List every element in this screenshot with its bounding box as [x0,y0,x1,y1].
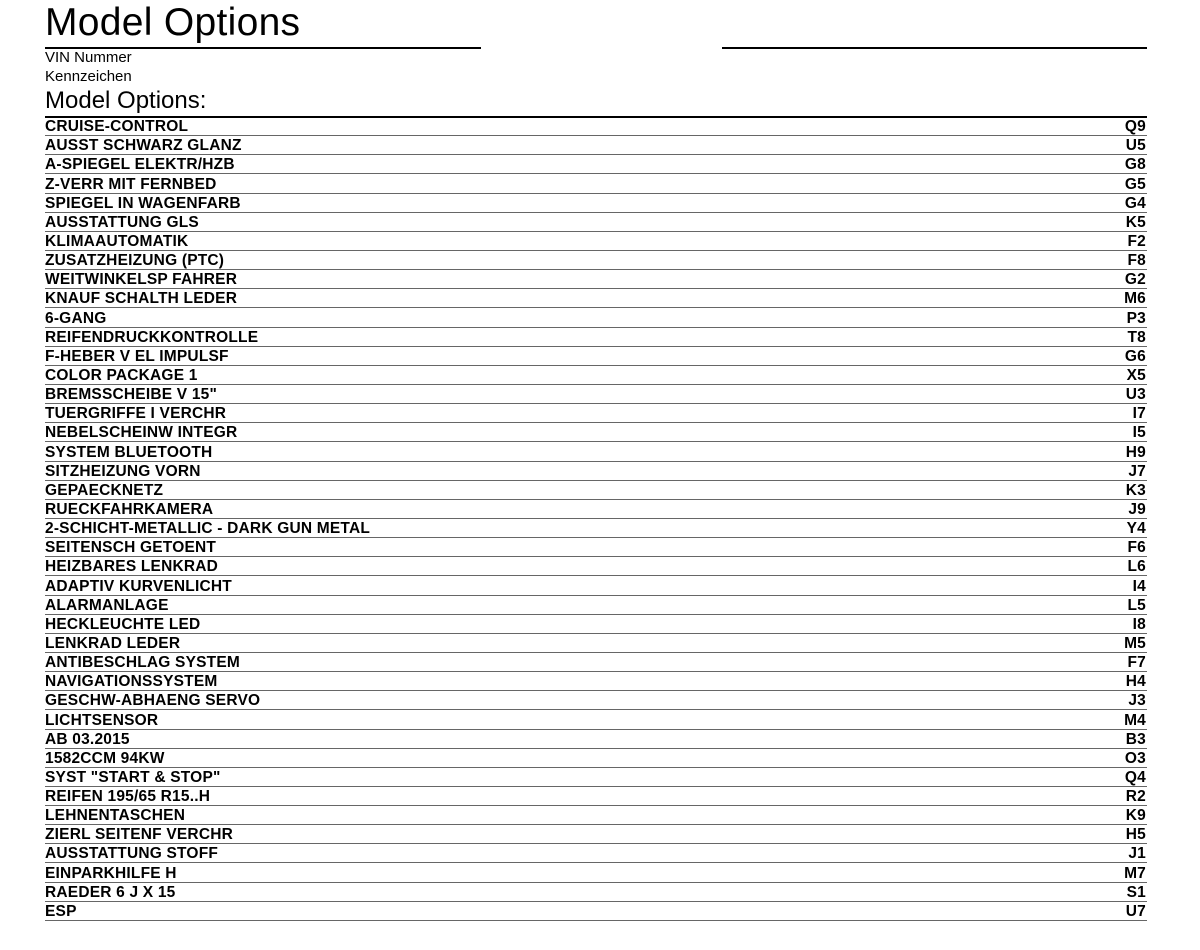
option-code: G5 [1124,175,1146,193]
option-row [45,117,1147,136]
option-row [45,730,1147,749]
option-name: LENKRAD LEDER [45,634,181,652]
option-code: I8 [1132,615,1146,633]
vin-label: VIN Nummer [45,49,132,66]
option-code: O3 [1124,749,1146,767]
option-name: ALARMANLAGE [45,596,169,614]
option-code: B3 [1125,730,1146,748]
option-code: I7 [1132,405,1146,423]
option-name: AUSSTATTUNG STOFF [45,845,219,863]
option-name: A-SPIEGEL ELEKTR/HZB [45,156,235,174]
option-row [45,136,1147,155]
option-name: SEITENSCH GETOENT [45,539,217,557]
option-row [45,825,1147,844]
option-name: REIFEN 195/65 R15..H [45,788,211,806]
option-name: HEIZBARES LENKRAD [45,558,219,576]
option-row [45,194,1147,213]
option-name: KNAUF SCHALTH LEDER [45,290,238,308]
option-code: P3 [1126,309,1146,327]
option-code: G4 [1124,194,1146,212]
option-code: M4 [1124,711,1146,729]
option-name: TUERGRIFFE I VERCHR [45,405,227,423]
option-code: G6 [1124,347,1146,365]
option-row [45,863,1147,882]
option-code: Y4 [1126,520,1146,538]
option-code: M6 [1124,290,1146,308]
option-row [45,634,1147,653]
option-name: NAVIGATIONSSYSTEM [45,673,218,691]
option-row [45,519,1147,538]
option-row [45,289,1147,308]
option-name: RAEDER 6 J X 15 [45,883,176,901]
option-row [45,385,1147,404]
option-name: ZUSATZHEIZUNG (PTC) [45,252,225,270]
option-row [45,500,1147,519]
options-list [45,117,1147,921]
option-name: HECKLEUCHTE LED [45,615,201,633]
option-name: Z-VERR MIT FERNBED [45,175,217,193]
option-row [45,155,1147,174]
option-name: AUSST SCHWARZ GLANZ [45,137,242,155]
option-row [45,557,1147,576]
option-code: I4 [1132,577,1146,595]
option-row [45,806,1147,825]
option-row [45,328,1147,347]
option-name: NEBELSCHEINW INTEGR [45,424,238,442]
option-code: F6 [1127,539,1146,557]
option-name: WEITWINKELSP FAHRER [45,271,238,289]
option-code: T8 [1127,328,1146,346]
option-row [45,653,1147,672]
option-name: EINPARKHILFE H [45,864,177,882]
option-row [45,442,1147,461]
option-row [45,883,1147,902]
option-code: S1 [1126,883,1146,901]
option-row [45,481,1147,500]
option-code: H4 [1125,673,1146,691]
page-title: Model Options [45,1,301,44]
option-code: G2 [1124,271,1146,289]
option-name: SYST "START & STOP" [45,768,221,786]
option-row [45,787,1147,806]
option-row [45,538,1147,557]
option-code: G8 [1124,156,1146,174]
option-name: AUSSTATTUNG GLS [45,213,199,231]
option-row [45,710,1147,729]
option-row [45,232,1147,251]
option-name: AB 03.2015 [45,730,130,748]
option-name: LICHTSENSOR [45,711,159,729]
option-name: 1582CCM 94KW [45,749,165,767]
option-code: I5 [1132,424,1146,442]
option-row [45,576,1147,595]
option-name: RUECKFAHRKAMERA [45,500,214,518]
option-row [45,902,1147,921]
option-code: Q4 [1124,768,1146,786]
option-name: LEHNENTASCHEN [45,807,186,825]
option-name: SITZHEIZUNG VORN [45,462,201,480]
option-code: K5 [1125,213,1146,231]
option-row [45,347,1147,366]
option-name: BREMSSCHEIBE V 15" [45,386,218,404]
option-row [45,213,1147,232]
option-row [45,270,1147,289]
option-code: Q9 [1124,118,1146,136]
plate-entry-line [722,47,1147,49]
option-code: L6 [1127,558,1146,576]
option-code: H9 [1125,443,1146,461]
option-code: H5 [1125,826,1146,844]
option-code: K9 [1125,807,1146,825]
option-name: ANTIBESCHLAG SYSTEM [45,654,240,672]
option-code: J9 [1128,500,1146,518]
option-name: F-HEBER V EL IMPULSF [45,347,229,365]
option-name: SPIEGEL IN WAGENFARB [45,194,241,212]
option-name: ESP [45,902,77,920]
option-code: M5 [1124,634,1146,652]
option-name: SYSTEM BLUETOOTH [45,443,213,461]
option-code: F7 [1127,654,1146,672]
option-name: REIFENDRUCKKONTROLLE [45,328,259,346]
plate-label: Kennzeichen [45,68,132,85]
option-code: J1 [1128,845,1146,863]
option-name: CRUISE-CONTROL [45,118,189,136]
option-row [45,366,1147,385]
option-code: U3 [1125,386,1146,404]
option-row [45,596,1147,615]
option-row [45,691,1147,710]
option-name: GESCHW-ABHAENG SERVO [45,692,261,710]
option-name: ADAPTIV KURVENLICHT [45,577,232,595]
option-code: U5 [1125,137,1146,155]
option-name: 6-GANG [45,309,107,327]
option-row [45,749,1147,768]
option-name: 2-SCHICHT-METALLIC - DARK GUN METAL [45,520,371,538]
option-code: U7 [1125,902,1146,920]
option-name: GEPAECKNETZ [45,481,164,499]
option-code: K3 [1125,481,1146,499]
option-code: F8 [1127,252,1146,270]
option-name: KLIMAAUTOMATIK [45,232,189,250]
option-row [45,615,1147,634]
option-row [45,404,1147,423]
option-row [45,423,1147,442]
option-code: F2 [1127,232,1146,250]
option-row [45,174,1147,193]
option-code: J3 [1128,692,1146,710]
option-name: ZIERL SEITENF VERCHR [45,826,234,844]
option-row [45,462,1147,481]
option-row [45,251,1147,270]
option-row [45,844,1147,863]
option-code: J7 [1128,462,1146,480]
option-row [45,768,1147,787]
option-code: M7 [1124,864,1146,882]
option-code: R2 [1125,788,1146,806]
option-code: X5 [1126,366,1146,384]
option-row [45,672,1147,691]
option-row [45,308,1147,327]
section-title: Model Options: [45,87,207,114]
option-code: L5 [1127,596,1146,614]
option-name: COLOR PACKAGE 1 [45,366,198,384]
